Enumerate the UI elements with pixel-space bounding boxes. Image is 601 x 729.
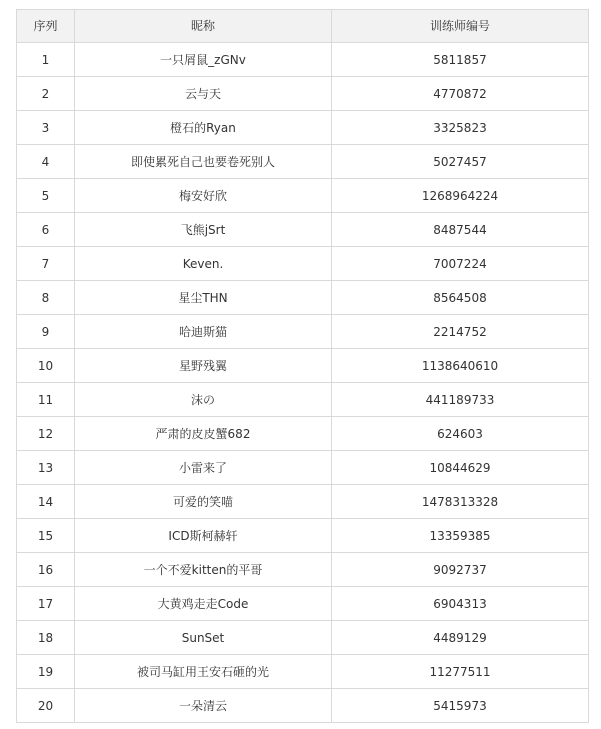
trainer-id-cell: 1478313328 — [332, 485, 589, 519]
trainer-id-cell: 7007224 — [332, 247, 589, 281]
row-index-cell: 19 — [17, 655, 75, 689]
nickname-cell: Keven. — [75, 247, 332, 281]
nickname-cell: 梅安好欣 — [75, 179, 332, 213]
nickname-cell: 严肃的皮皮蟹682 — [75, 417, 332, 451]
column-header-trainer-id: 训练师编号 — [332, 10, 589, 43]
row-index-cell: 10 — [17, 349, 75, 383]
nickname-cell: 被司马缸用王安石砸的光 — [75, 655, 332, 689]
row-index-cell: 8 — [17, 281, 75, 315]
row-index-cell: 4 — [17, 145, 75, 179]
row-index-cell: 14 — [17, 485, 75, 519]
trainer-id-cell: 1138640610 — [332, 349, 589, 383]
table-row — [17, 519, 589, 553]
row-index-cell: 17 — [17, 587, 75, 621]
trainer-id-cell: 6904313 — [332, 587, 589, 621]
table-row — [17, 553, 589, 587]
column-header-index: 序列 — [17, 10, 75, 43]
nickname-cell: 一朵清云 — [75, 689, 332, 723]
table-row — [17, 145, 589, 179]
trainer-id-cell: 5415973 — [332, 689, 589, 723]
trainer-id-cell: 8487544 — [332, 213, 589, 247]
table-row — [17, 621, 589, 655]
row-index-cell: 1 — [17, 43, 75, 77]
row-index-cell: 5 — [17, 179, 75, 213]
nickname-cell: SunSet — [75, 621, 332, 655]
trainer-id-cell: 441189733 — [332, 383, 589, 417]
trainer-id-cell: 4770872 — [332, 77, 589, 111]
column-header-nickname: 昵称 — [75, 10, 332, 43]
trainer-id-cell: 4489129 — [332, 621, 589, 655]
nickname-cell: 小雷来了 — [75, 451, 332, 485]
row-index-cell: 7 — [17, 247, 75, 281]
table-row — [17, 349, 589, 383]
table-row — [17, 315, 589, 349]
nickname-cell: 一个不爱kitten的平哥 — [75, 553, 332, 587]
row-index-cell: 9 — [17, 315, 75, 349]
row-index-cell: 2 — [17, 77, 75, 111]
row-index-cell: 11 — [17, 383, 75, 417]
trainer-id-cell: 9092737 — [332, 553, 589, 587]
table-header-row — [17, 10, 589, 43]
row-index-cell: 15 — [17, 519, 75, 553]
row-index-cell: 12 — [17, 417, 75, 451]
nickname-cell: ICD斯柯赫轩 — [75, 519, 332, 553]
trainer-table-container — [16, 9, 588, 723]
nickname-cell: 可爱的笑喵 — [75, 485, 332, 519]
table-row — [17, 587, 589, 621]
nickname-cell: 云与天 — [75, 77, 332, 111]
table-row — [17, 417, 589, 451]
row-index-cell: 18 — [17, 621, 75, 655]
row-index-cell: 13 — [17, 451, 75, 485]
trainer-id-cell: 3325823 — [332, 111, 589, 145]
table-row — [17, 247, 589, 281]
trainer-id-cell: 10844629 — [332, 451, 589, 485]
table-row — [17, 179, 589, 213]
trainer-id-cell: 624603 — [332, 417, 589, 451]
nickname-cell: 哈迪斯猫 — [75, 315, 332, 349]
nickname-cell: 大黄鸡走走Code — [75, 587, 332, 621]
row-index-cell: 20 — [17, 689, 75, 723]
nickname-cell: 沫の — [75, 383, 332, 417]
trainer-id-cell: 1268964224 — [332, 179, 589, 213]
trainer-id-cell: 5811857 — [332, 43, 589, 77]
nickname-cell: 即使累死自己也要卷死别人 — [75, 145, 332, 179]
trainer-id-cell: 2214752 — [332, 315, 589, 349]
table-row — [17, 213, 589, 247]
nickname-cell: 橙石的Ryan — [75, 111, 332, 145]
table-row — [17, 43, 589, 77]
nickname-cell: 星野残翼 — [75, 349, 332, 383]
row-index-cell: 6 — [17, 213, 75, 247]
table-row — [17, 689, 589, 723]
row-index-cell: 3 — [17, 111, 75, 145]
table-row — [17, 485, 589, 519]
nickname-cell: 飞熊jSrt — [75, 213, 332, 247]
table-row — [17, 281, 589, 315]
trainer-table — [16, 9, 589, 723]
row-index-cell: 16 — [17, 553, 75, 587]
trainer-id-cell: 8564508 — [332, 281, 589, 315]
nickname-cell: 一只屑鼠_zGNv — [75, 43, 332, 77]
trainer-id-cell: 11277511 — [332, 655, 589, 689]
table-row — [17, 655, 589, 689]
trainer-id-cell: 5027457 — [332, 145, 589, 179]
table-row — [17, 383, 589, 417]
table-row — [17, 111, 589, 145]
nickname-cell: 星尘THN — [75, 281, 332, 315]
trainer-id-cell: 13359385 — [332, 519, 589, 553]
table-row — [17, 451, 589, 485]
table-body — [17, 43, 589, 723]
table-row — [17, 77, 589, 111]
